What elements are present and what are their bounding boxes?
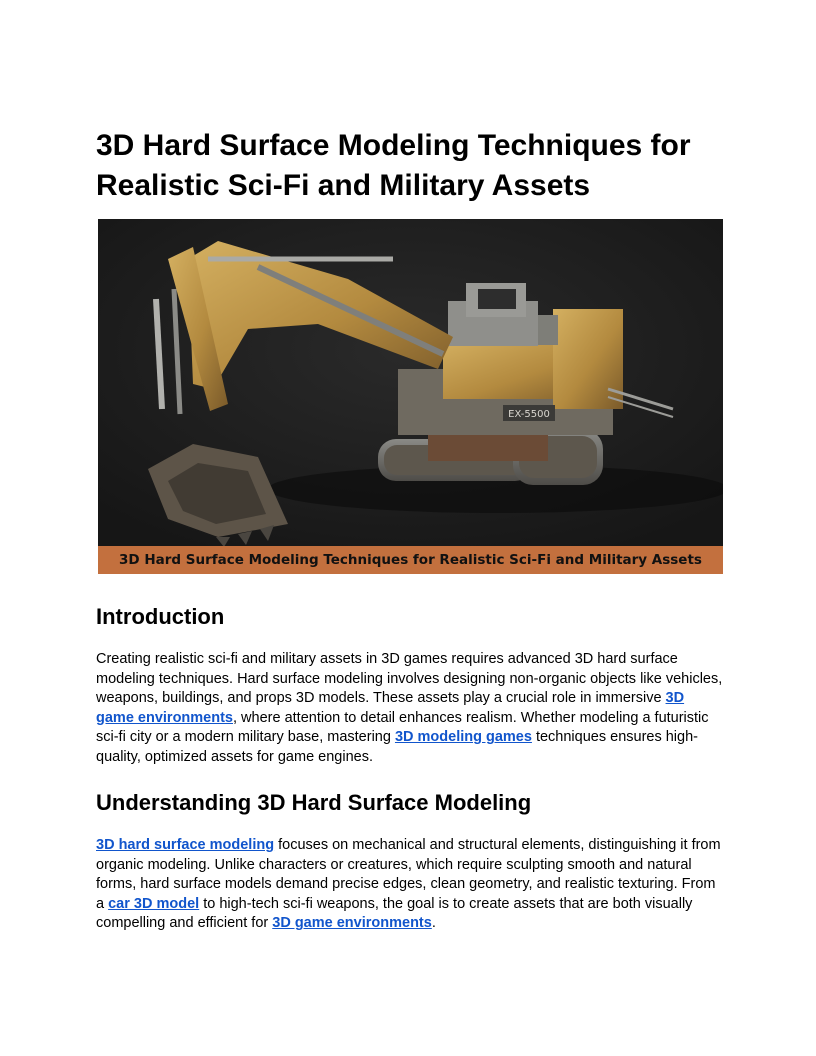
paragraph-text: . bbox=[431, 915, 436, 932]
plate-text: EX-5500 bbox=[508, 409, 550, 420]
paragraph-text: to high-tech sci-fi weapons, the goal is to create assets that are both visually compelling and efficient for bbox=[96, 895, 693, 932]
paragraph-text: Creating realistic sci-fi and military assets in 3D games requires advanced 3D hard surface modeling techniques. Hard surface modeling involves designing non-organic objects like vehicles, weapons, buildings, and props 3D models. These assets play a crucial role in immersive bbox=[96, 651, 723, 707]
hero-image bbox=[98, 219, 723, 574]
link-3d-game-environments-2[interactable]: 3D game environments bbox=[272, 915, 432, 932]
link-car-3d-model[interactable]: car 3D model bbox=[108, 895, 200, 912]
intro-paragraph bbox=[96, 650, 724, 768]
page-title: 3D Hard Surface Modeling Techniques for Realistic Sci-Fi and Military Assets bbox=[96, 129, 691, 202]
section-heading-understanding: Understanding 3D Hard Surface Modeling bbox=[96, 790, 532, 815]
link-3d-game-environments[interactable]: 3D game environments bbox=[96, 690, 685, 726]
paragraph-text: techniques ensures high-quality, optimized assets for game engines. bbox=[96, 729, 698, 765]
section-heading-introduction: Introduction bbox=[96, 604, 225, 629]
link-3d-modeling-games[interactable]: 3D modeling games bbox=[394, 729, 532, 746]
paragraph-text: focuses on mechanical and structural elements, distinguishing it from organic modeling. Unlike characters or creatures, which require sculpting smooth and natural forms, hard surface models demand precise edges, clean geometry, and realistic texturing. From a bbox=[96, 837, 721, 912]
paragraph-text: , where attention to detail enhances realism. Whether modeling a futuristic sci-fi city or a modern military base, mastering bbox=[96, 709, 709, 746]
excavator-illustration bbox=[98, 219, 723, 546]
image-caption: 3D Hard Surface Modeling Techniques for Realistic Sci-Fi and Military Assets bbox=[98, 546, 723, 574]
understanding-paragraph bbox=[96, 836, 724, 934]
link-3d-hard-surface-modeling[interactable]: 3D hard surface modeling bbox=[96, 837, 275, 853]
